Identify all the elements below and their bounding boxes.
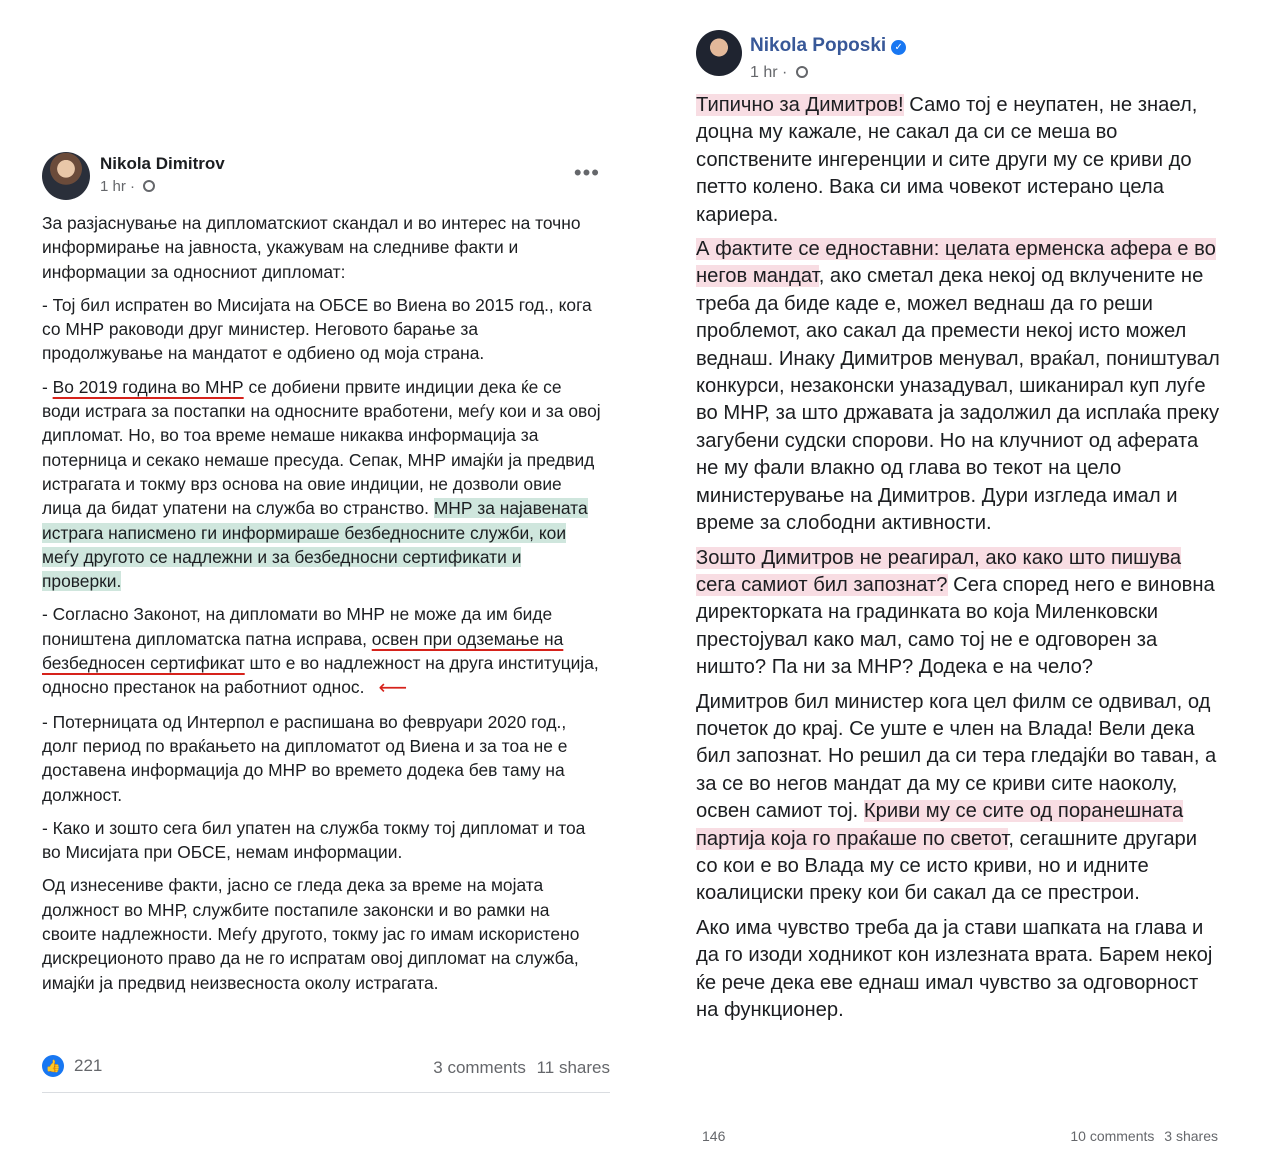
post-time xyxy=(750,64,808,82)
text-segment: Само тој е неупатен, не знаел, доцна му кажале, не сакал да си се меша во сопствените ингеренции и сите други му се криви до петто колено. Вака си има човекот истерано цела кариера. xyxy=(696,94,1198,226)
text-segment: Сега според него е виновна директорката на градинката во која Миленковски престојувал како мал, само тој не е одговорен за ништо? Па ни за МНР? Додека е на чело? xyxy=(696,573,1215,679)
paragraph xyxy=(42,602,602,700)
post-text xyxy=(696,92,1221,1031)
avatar-icon[interactable] xyxy=(696,30,742,76)
text-segment: - xyxy=(42,376,53,397)
post-footer xyxy=(42,1052,610,1082)
paragraph xyxy=(696,915,1221,1025)
like-thumb-icon[interactable]: 👍 xyxy=(42,1055,64,1077)
divider xyxy=(42,1092,610,1093)
highlighted-text: А фактите се едноставни: целата ерменска афера е во негов мандат xyxy=(696,238,1216,288)
text-segment: - Тој бил испратен во Мисијата на ОБСЕ во Виена во 2015 год., кога со МНР раководи друг министер. Неговото барање за продолжување на мандатот е одбиено од моја страна. xyxy=(42,294,592,364)
paragraph xyxy=(696,545,1221,682)
text-segment: - Како и зошто сега бил упатен на служба токму тој дипломат и тоа во Мисијата при ОБСЕ, немам информации. xyxy=(42,817,586,863)
globe-icon xyxy=(143,180,155,192)
text-segment: што е во надлежност на друга институција, односно престанок на работниот однос. xyxy=(42,653,599,698)
paragraph xyxy=(42,873,602,994)
like-count[interactable]: 221 xyxy=(74,1056,103,1075)
comments-count[interactable]: 3 comments xyxy=(433,1058,526,1077)
more-options-icon[interactable]: ••• xyxy=(573,160,600,185)
author-name-row xyxy=(750,35,906,57)
post-time: 1 hr · xyxy=(100,178,155,195)
author-name[interactable]: Nikola Dimitrov xyxy=(100,154,225,173)
highlighted-text: МНР за најавената истрага написмено ги информираше безбедносните служби, кои меѓу другото се надлежни и за безбедносни сертификати и проверки. xyxy=(42,498,588,592)
text-segment: Ако има чувство треба да ја стави шапката на глава и да го изоди ходникот кон излезната врата. Барем некој ќе рече дека еве еднаш имал чувство за одговорност на функционер. xyxy=(696,916,1213,1021)
paragraph xyxy=(696,689,1221,908)
verified-badge-icon: ✓ xyxy=(891,40,906,55)
post-header xyxy=(42,150,612,202)
globe-icon xyxy=(796,66,808,78)
paragraph xyxy=(42,211,602,284)
highlighted-text: освен при одземање на безбедносен сертификат xyxy=(42,628,564,674)
highlighted-text: Криви му се сите од поранешната партија која го праќаше по светот xyxy=(696,800,1184,850)
text-segment: - Согласно Законот, на дипломати во МНР не може да им биде поништена дипломатска патна исправа, xyxy=(42,604,553,649)
highlighted-text: Зошто Димитров не реагирал, ако како што пишува сега самиот бил запознат? xyxy=(696,546,1182,596)
post-nikola-poposki xyxy=(684,0,1279,1169)
highlighted-text: Во 2019 година во МНР xyxy=(52,376,244,397)
paragraph xyxy=(696,236,1221,537)
comments-count[interactable]: 10 comments xyxy=(1070,1128,1155,1144)
text-segment: - Потерницата од Интерпол е распишана во февруари 2020 год., долг период по враќањето на дипломатот од Виена и за тоа не е доставена информација до МНР во времето додека бев таму на должност. xyxy=(42,711,568,805)
post-footer xyxy=(702,1128,1218,1148)
paragraph xyxy=(42,293,602,366)
shares-count[interactable]: 3 shares xyxy=(1164,1128,1218,1144)
paragraph xyxy=(42,710,602,807)
post-stats xyxy=(1064,1128,1218,1144)
avatar-icon[interactable] xyxy=(42,152,90,200)
post-time-label[interactable]: 1 hr · xyxy=(750,64,788,81)
text-segment: За разјаснување на дипломатскиот скандал и во интерес на точно информирање на јавноста, укажувам на следниве факти и информации за односниот дипломат: xyxy=(42,213,581,282)
paragraph xyxy=(696,92,1221,229)
text-segment: , сегашните другари со кои е во Влада му се исто криви, но и идните коалициски преку кои би сакал да се престрои. xyxy=(696,827,1198,905)
post-stats xyxy=(427,1058,610,1078)
post-text xyxy=(42,211,602,1004)
highlighted-text: Типично за Димитров! xyxy=(696,94,904,116)
text-segment: Димитров бил министер кога цел филм се одвивал, од почеток до крај. Се уште е член на Влада! Вели дека бил запознат. Но решил да си тера гледајќи во таван, а за се во негов мандат да му се криви сите наоколу, освен самиот тој. xyxy=(696,690,1217,823)
text-segment: , ако сметал дека некој од вклучените не треба да биде каде е, можел веднаш да го реши проблемот, ако сакал да премести некој исто можел веднаш. Инаку Димитров менувал, враќал, поништувал конкурси, незаконски уназадувал, шиканирал куп луѓе во МНР, за што државата ја задолжил да исплаќа преку загубени судски спорови. Но на клучниот од аферата не му фали влакно од глава во текот на цело министерување на Димитров. Дури изгледа имал и време за слободни активности. xyxy=(696,265,1220,535)
paragraph xyxy=(42,816,602,865)
text-segment: Од изнесениве факти, јасно се гледа дека за време на мојата должност во МНР, службите постапиле законски и во рамки на своите надлежности. Меѓу другото, токму јас го имам искористено дискреционото право да не го испратам овој дипломат на служба, имајќи ја предвид неизвесноста околу истрагата. xyxy=(42,875,580,993)
post-time-label[interactable]: 1 hr xyxy=(100,178,126,195)
red-arrow-icon: ⟵ xyxy=(378,677,408,700)
shares-count[interactable]: 11 shares xyxy=(536,1058,610,1077)
post-header xyxy=(696,30,1256,86)
text-segment: се добиени првите индиции дека ќе се води истрага за постапки на односните вработени, меѓу кои и за овој дипломат. Но, во тоа време немаше никаква информација за потерница и секако немаше пресуда. Сепак, МНР имајќи ја предвид истрагата и токму врз основа на овие индиции, не дозволи овие лица да бидат упатени на служба во странство. xyxy=(42,376,601,519)
paragraph xyxy=(42,375,602,594)
like-count[interactable]: 146 xyxy=(702,1128,726,1144)
author-name[interactable]: Nikola Poposki xyxy=(750,35,887,56)
